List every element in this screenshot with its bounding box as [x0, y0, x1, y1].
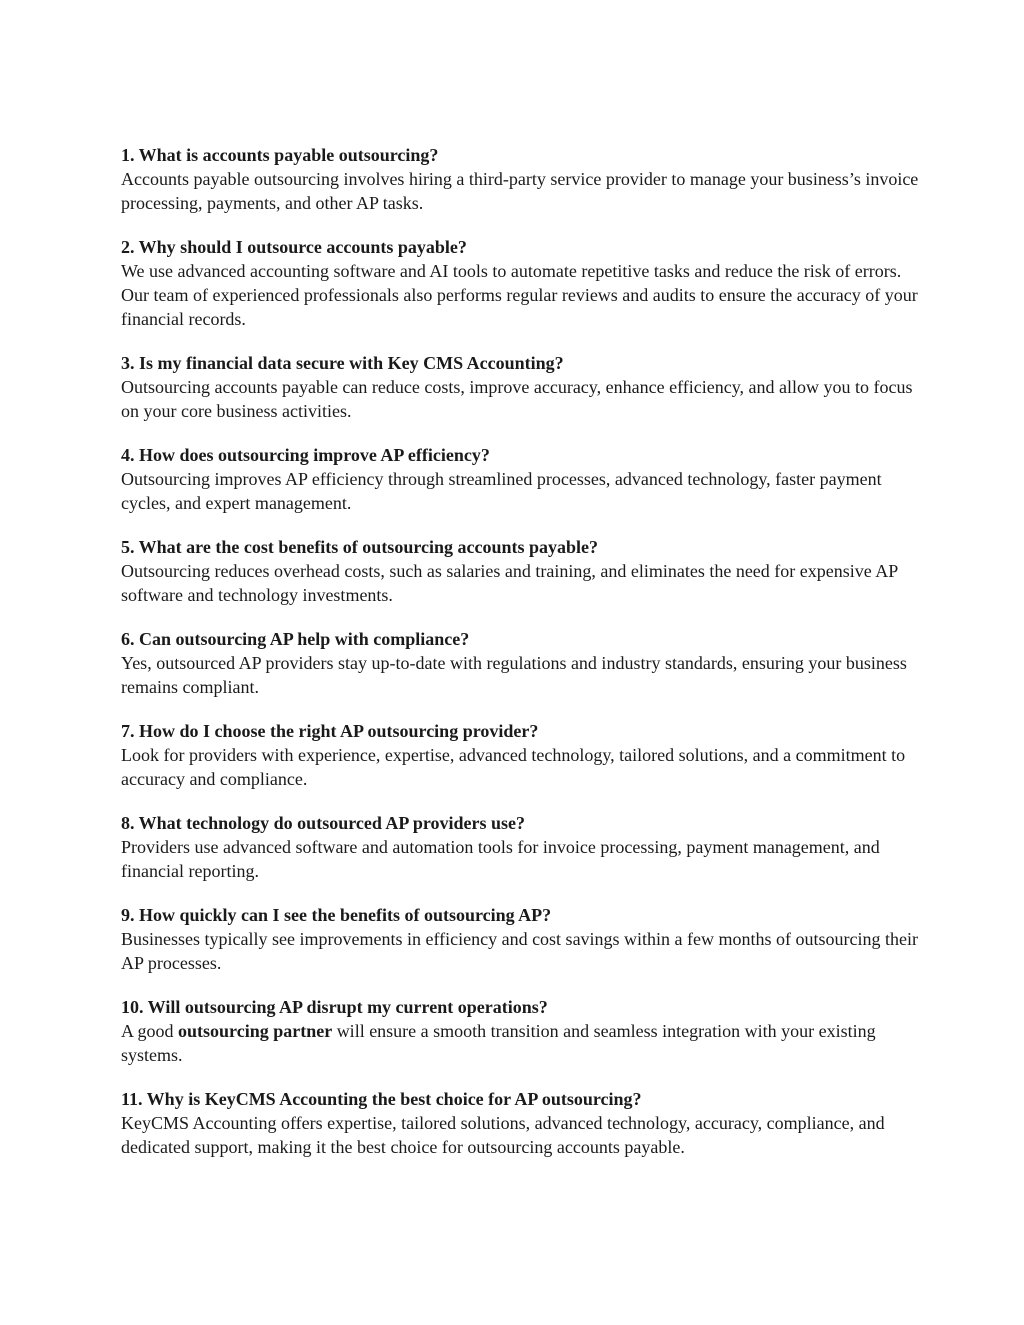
faq-question: 5. What are the cost benefits of outsourcing accounts payable? — [121, 537, 598, 557]
faq-question: 10. Will outsourcing AP disrupt my current operations? — [121, 997, 548, 1017]
faq-item-3 — [121, 351, 921, 423]
faq-answer — [121, 1019, 921, 1067]
faq-answer-prefix: A good — [121, 1021, 179, 1041]
faq-question: 11. Why is KeyCMS Accounting the best choice for AP outsourcing? — [121, 1089, 642, 1109]
faq-question: 4. How does outsourcing improve AP efficiency? — [121, 445, 490, 465]
faq-item-11 — [121, 1087, 921, 1159]
faq-answer: We use advanced accounting software and AI tools to automate repetitive tasks and reduce the risk of errors. Our team of experienced professionals also performs regular reviews and audits to ensure the accuracy of your financial records. — [121, 261, 918, 329]
faq-question: 9. How quickly can I see the benefits of outsourcing AP? — [121, 905, 552, 925]
faq-question: 1. What is accounts payable outsourcing? — [121, 145, 439, 165]
faq-item-4 — [121, 443, 921, 515]
faq-answer-suffix: will ensure a smooth transition and seamless integration with your existing systems. — [121, 1021, 876, 1065]
faq-answer: Outsourcing accounts payable can reduce costs, improve accuracy, enhance efficiency, and allow you to focus on your core business activities. — [121, 377, 913, 421]
faq-answer: Outsourcing reduces overhead costs, such as salaries and training, and eliminates the need for expensive AP software and technology investments. — [121, 561, 898, 605]
faq-answer: KeyCMS Accounting offers expertise, tailored solutions, advanced technology, accuracy, compliance, and dedicated support, making it the best choice for outsourcing accounts payable. — [121, 1113, 885, 1157]
faq-answer-bold-phrase: outsourcing partner — [178, 1021, 333, 1041]
faq-question: 7. How do I choose the right AP outsourcing provider? — [121, 721, 539, 741]
faq-answer: Yes, outsourced AP providers stay up-to-date with regulations and industry standards, ensuring your business remains compliant. — [121, 653, 907, 697]
faq-item-5 — [121, 535, 921, 607]
faq-item-8 — [121, 811, 921, 883]
faq-item-6 — [121, 627, 921, 699]
faq-answer: Outsourcing improves AP efficiency through streamlined processes, advanced technology, faster payment cycles, and expert management. — [121, 469, 882, 513]
faq-question: 3. Is my financial data secure with Key CMS Accounting? — [121, 353, 564, 373]
faq-answer: Look for providers with experience, expertise, advanced technology, tailored solutions, and a commitment to accuracy and compliance. — [121, 745, 906, 789]
faq-item-9 — [121, 903, 921, 975]
faq-item-1 — [121, 143, 921, 215]
faq-item-10 — [121, 995, 921, 1067]
faq-question: 2. Why should I outsource accounts payable? — [121, 237, 467, 257]
faq-item-2 — [121, 235, 921, 331]
faq-answer: Accounts payable outsourcing involves hiring a third-party service provider to manage your business’s invoice processing, payments, and other AP tasks. — [121, 169, 919, 213]
faq-question: 8. What technology do outsourced AP providers use? — [121, 813, 526, 833]
faq-document — [121, 143, 921, 1179]
faq-answer: Providers use advanced software and automation tools for invoice processing, payment management, and financial reporting. — [121, 837, 880, 881]
faq-item-7 — [121, 719, 921, 791]
faq-answer: Businesses typically see improvements in efficiency and cost savings within a few months of outsourcing their AP processes. — [121, 929, 919, 973]
faq-question: 6. Can outsourcing AP help with compliance? — [121, 629, 470, 649]
